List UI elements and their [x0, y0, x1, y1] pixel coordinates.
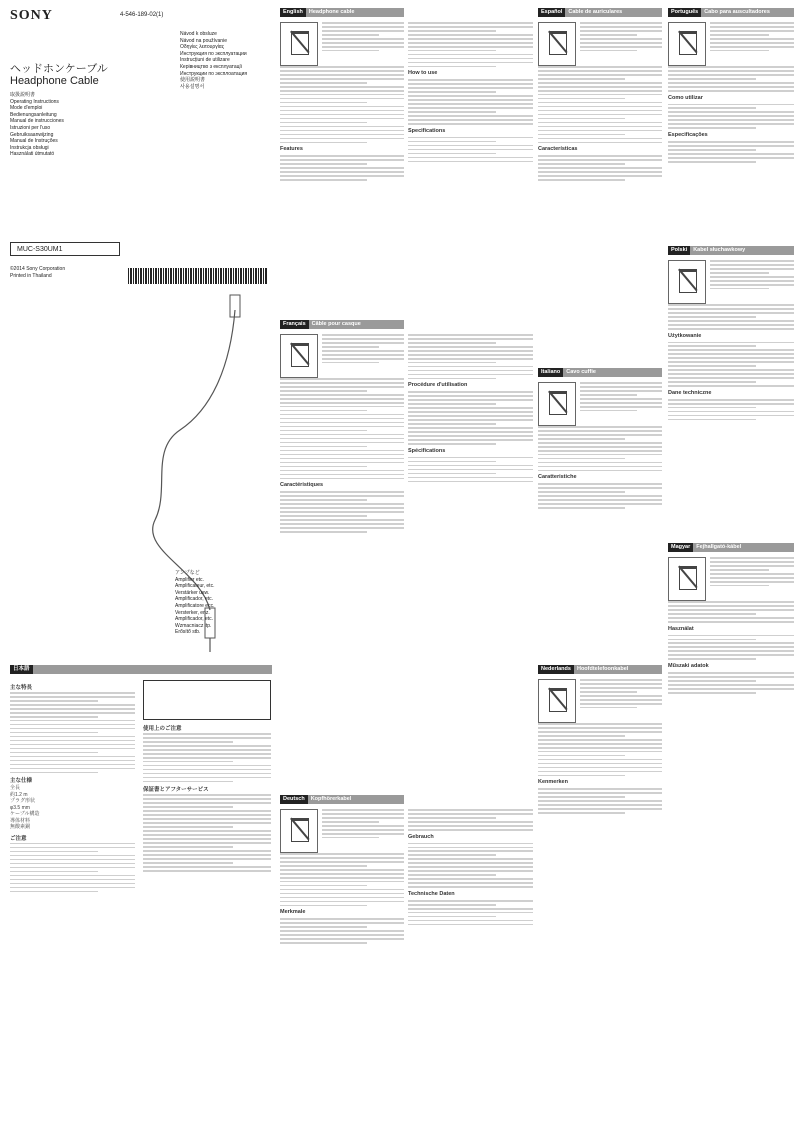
- de-column-2: Gebrauch Technische Daten: [408, 809, 533, 1124]
- jp-column-1: 主な特長 主な仕様 全長 約1.2 m プラグ形状 φ3.5 mm ケーブル構造 導体材料 無酸素銅 ご注意: [10, 680, 135, 1120]
- weee-bin-icon: [668, 260, 706, 304]
- model-number: MUC-S30UM1: [10, 242, 120, 256]
- section-de: Deutsch Kopfhörerkabel: [280, 795, 404, 804]
- diagram-labels: アンプなど Amplifier etc. Amplificateur, etc. Verstärker usw. Amplificador, etc. Amplificatore ecc. Versterker, enz. Amplificador, etc. Wzmacniacz itp. Erősítő stb.: [175, 570, 215, 636]
- weee-bin-icon: [538, 382, 576, 426]
- section-pl: Polski Kabel słuchawkowy: [668, 246, 794, 255]
- fr-column: Caractéristiques: [280, 334, 404, 789]
- cable-diagram: [60, 290, 260, 660]
- de-column: Merkmale: [280, 809, 404, 1124]
- weee-bin-icon: [280, 22, 318, 66]
- document-number: 4-546-189-02(1): [120, 12, 164, 18]
- weee-bin-icon: [280, 809, 318, 853]
- section-pt: Português Cabo para auscultadores: [668, 8, 794, 17]
- fr-column-2: Procédure d'utilisation Spécifications: [408, 334, 533, 789]
- jp-column-2: 使用上のご注意 保証書とアフターサービス: [143, 680, 271, 1120]
- en-column-2: How to use Specifications: [408, 22, 533, 312]
- pl-column: Użytkowanie Dane techniczne: [668, 260, 794, 535]
- section-jp: [10, 665, 272, 674]
- barcode: [128, 268, 268, 284]
- section-bar-jp: 日本語: [10, 665, 272, 674]
- warning-box: [143, 680, 271, 720]
- weee-bin-icon: [668, 557, 706, 601]
- language-list-left: 取扱説明書 Operating Instructions Mode d'emploi Bedienungsanleitung Manual de instrucciones Istruzioni per l'uso Gebruiksaanwijzing Manual de Instruções Instrukcja obsługi Használati útmutató: [10, 92, 64, 158]
- it-column: Caratteristiche: [538, 382, 662, 652]
- section-hu: Magyar Fejhallgató-kábel: [668, 543, 794, 552]
- brand-logo: SONY: [10, 8, 53, 23]
- hu-column: Használat Műszaki adatok: [668, 557, 794, 807]
- es-column: Características: [538, 22, 662, 362]
- pt-column: Como utilizar Especificações: [668, 22, 794, 237]
- section-es: Español Cable de auriculares: [538, 8, 662, 17]
- title-japanese: ヘッドホンケーブル: [10, 63, 108, 75]
- en-column: Features: [280, 22, 404, 312]
- weee-bin-icon: [668, 22, 706, 66]
- weee-bin-icon: [538, 679, 576, 723]
- section-nl: Nederlands Hoofdtelefoonkabel: [538, 665, 662, 674]
- weee-bin-icon: [280, 334, 318, 378]
- weee-bin-icon: [538, 22, 576, 66]
- copyright: ©2014 Sony Corporation Printed in Thailand: [10, 266, 66, 279]
- section-it: Italiano Cavo cuffie: [538, 368, 662, 377]
- title-english: Headphone Cable: [10, 75, 99, 87]
- section-en: English Headphone cable: [280, 8, 404, 17]
- section-fr: Français Câble pour casque: [280, 320, 404, 329]
- nl-column: Kenmerken: [538, 679, 662, 1124]
- language-list-right: Návod k obsluze Návod na používanie Οδηγίες λειτουργίας Инструкция по эксплуатации Instrucțiuni de utilizare Керівництво з експлуатації Инструкции по эксплоатация 使用説明書 사용설명서: [180, 31, 248, 90]
